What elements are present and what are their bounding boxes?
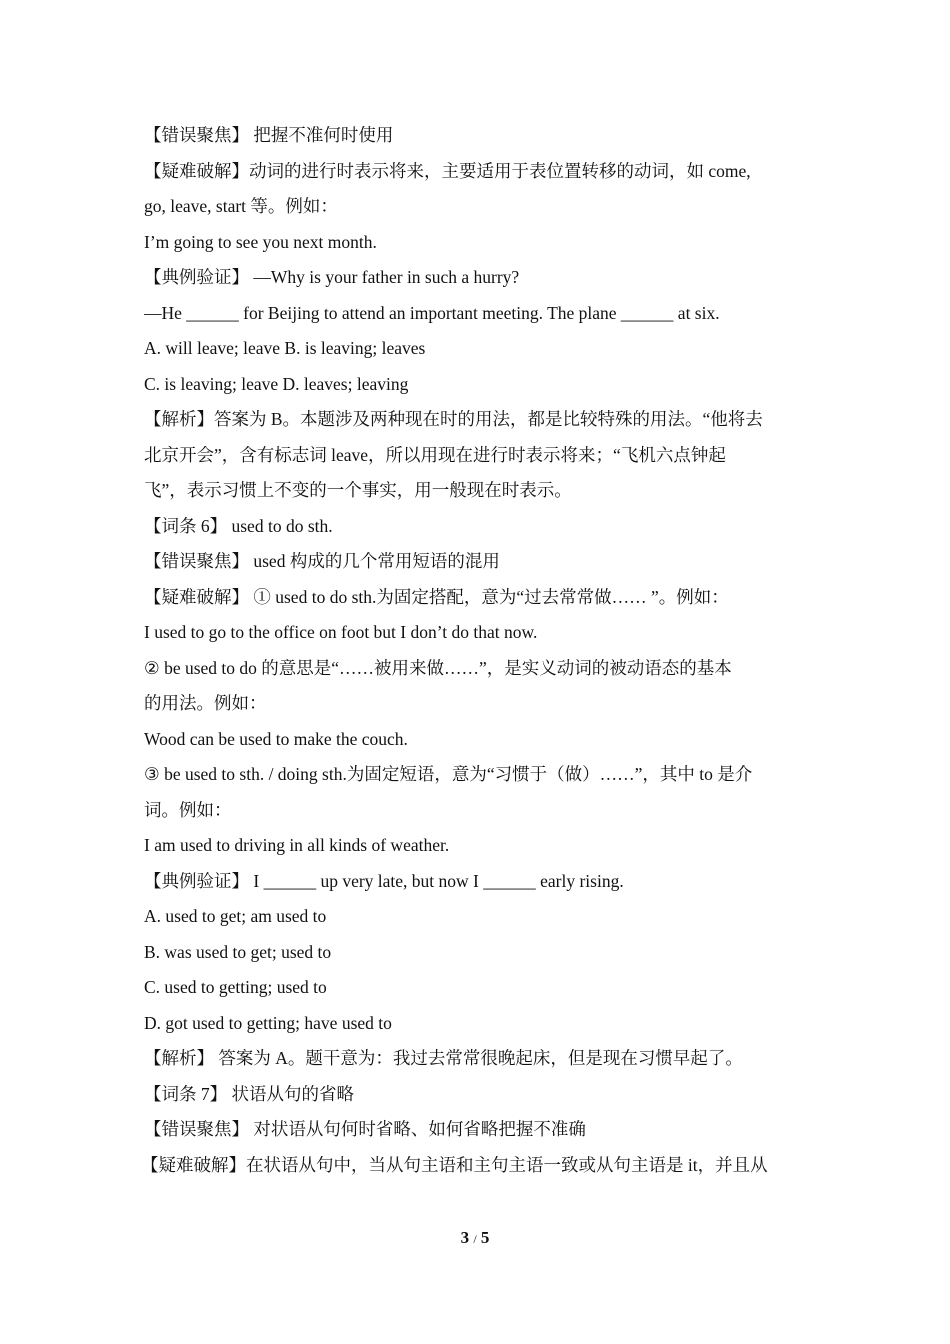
text-line: 【典例验证】 —Why is your father in such a hurry?: [144, 267, 520, 287]
text-line: 【典例验证】 I ______ up very late, but now I ______ early rising.: [144, 870, 624, 891]
text-line: 【解析】 答案为 A。题干意为：我过去常常很晚起床，但是现在习惯早起了。: [144, 1048, 743, 1068]
text-line: —He ______ for Beijing to attend an important meeting. The plane ______ at six.: [144, 302, 720, 323]
page-footer: [0, 1226, 950, 1251]
text-line: A. will leave; leave B. is leaving; leaves: [144, 338, 426, 358]
text-line: 词。例如：: [144, 799, 232, 820]
text-line: 【词条 6】 used to do sth.: [144, 515, 333, 536]
text-line: I am used to driving in all kinds of weather.: [144, 835, 450, 855]
text-line: 飞”，表示习惯上不变的一个事实，用一般现在时表示。: [144, 480, 572, 500]
text-line: ② be used to do 的意思是“……被用来做……”，是实义动词的被动语态的基本: [144, 657, 732, 678]
text-line: C. used to getting; used to: [144, 977, 327, 997]
text-line: 【疑难破解】动词的进行时表示将来，主要适用于表位置转移的动词，如 come,: [144, 160, 751, 181]
page-total: 5: [480, 1228, 490, 1247]
text-line: Wood can be used to make the couch.: [144, 728, 408, 749]
text-line: 【错误聚焦】 把握不准何时使用: [144, 125, 394, 145]
text-line: 【疑难破解】 ① used to do sth.为固定搭配，意为“过去常常做…… ”。例如：: [144, 586, 729, 607]
text-line: A. used to get; am used to: [144, 906, 327, 926]
text-line: 北京开会”，含有标志词 leave，所以用现在进行时表示将来；“飞机六点钟起: [144, 444, 726, 465]
page-number: 3: [460, 1228, 470, 1247]
text-line: 【解析】答案为 B。本题涉及两种现在时的用法，都是比较特殊的用法。“他将去: [144, 409, 763, 429]
text-line: I’m going to see you next month.: [144, 231, 377, 252]
text-line: B. was used to get; used to: [144, 941, 332, 962]
text-line: ③ be used to sth. / doing sth.为固定短语，意为“习惯于（做）……”，其中 to 是介: [144, 764, 753, 784]
text-line: I used to go to the office on foot but I don’t do that now.: [144, 622, 538, 642]
text-line: go, leave, start 等。例如：: [144, 196, 338, 216]
text-line: 【错误聚焦】 used 构成的几个常用短语的混用: [144, 551, 500, 571]
text-line: 【错误聚焦】 对状语从句何时省略、如何省略把握不准确: [144, 1119, 586, 1139]
text-line: C. is leaving; leave D. leaves; leaving: [144, 373, 409, 394]
page-separator: /: [473, 1232, 477, 1246]
text-line: D. got used to getting; have used to: [144, 1012, 392, 1033]
text-line: 的用法。例如：: [144, 693, 267, 713]
page-body: [141, 118, 810, 1183]
text-line: 【词条 7】 状语从句的省略: [144, 1083, 354, 1104]
text-line: 【疑难破解】在状语从句中，当从句主语和主句主语一致或从句主语是 it，并且从: [141, 1154, 768, 1175]
